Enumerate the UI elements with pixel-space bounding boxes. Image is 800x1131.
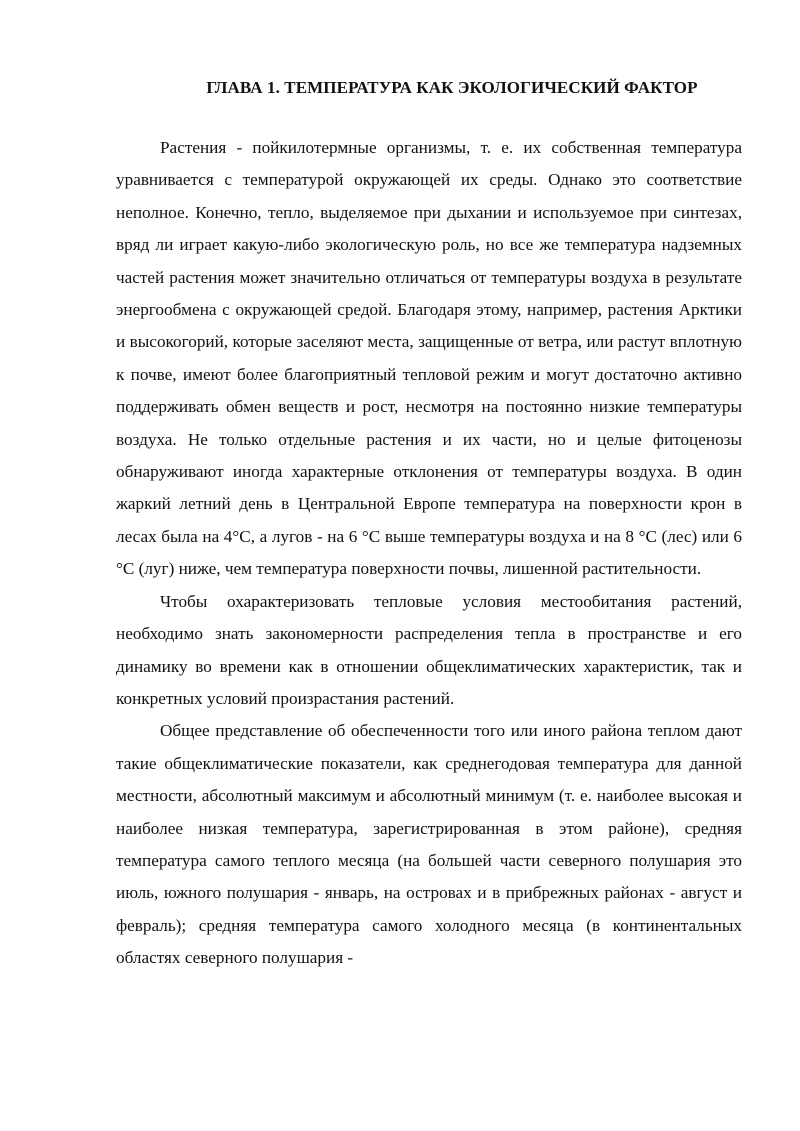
paragraph-1: Растения - пойкилотермные организмы, т. е. их собственная температура уравнивается с температурой окружающей их среды. Однако это соответствие неполное. Конечно, тепло, выделяемое при дыхании и используемое при синтезах, вряд ли играет какую-либо экологическую роль, но все же температура надземных частей растения может значительно отличаться от температуры воздуха в результате энергообмена с окружающей средой. Благодаря этому, например, растения Арктики и высокогорий, которые заселяют места, защищенные от ветра, или растут вплотную к почве, имеют более благоприятный тепловой режим и могут достаточно активно поддерживать обмен веществ и рост, несмотря на постоянно низкие температуры воздуха. Не только отдельные растения и их части, но и целые фитоценозы обнаруживают иногда характерные отклонения от температуры воздуха. В один жаркий летний день в Центральной Европе температура на поверхности крон в лесах была на 4°С, а лугов - на 6 °С выше температуры воздуха и на 8 °С (лес) или 6 °С (луг) ниже, чем температура поверхности почвы, лишенной растительности. <box>116 138 742 579</box>
document-body <box>116 72 742 975</box>
chapter-title: ГЛАВА 1. ТЕМПЕРАТУРА КАК ЭКОЛОГИЧЕСКИЙ ФАКТОР <box>206 78 698 97</box>
paragraph-2: Чтобы охарактеризовать тепловые условия местообитания растений, необходимо знать закономерности распределения тепла в пространстве и его динамику во времени как в отношении общеклиматических характеристик, так и конкретных условий произрастания растений. <box>116 591 742 708</box>
paragraph-3: Общее представление об обеспеченности того или иного района теплом дают такие общеклиматические показатели, как среднегодовая температура для данной местности, абсолютный максимум и абсолютный минимум (т. е. наиболее высокая и наиболее низкая температура, зарегистрированная в этом районе), средняя температура самого теплого месяца (на большей части северного полушария это июль, южного полушария - январь, на островах и в прибрежных районах - август и февраль); средняя температура самого холодного месяца (в континентальных областях северного полушария - <box>116 721 742 968</box>
